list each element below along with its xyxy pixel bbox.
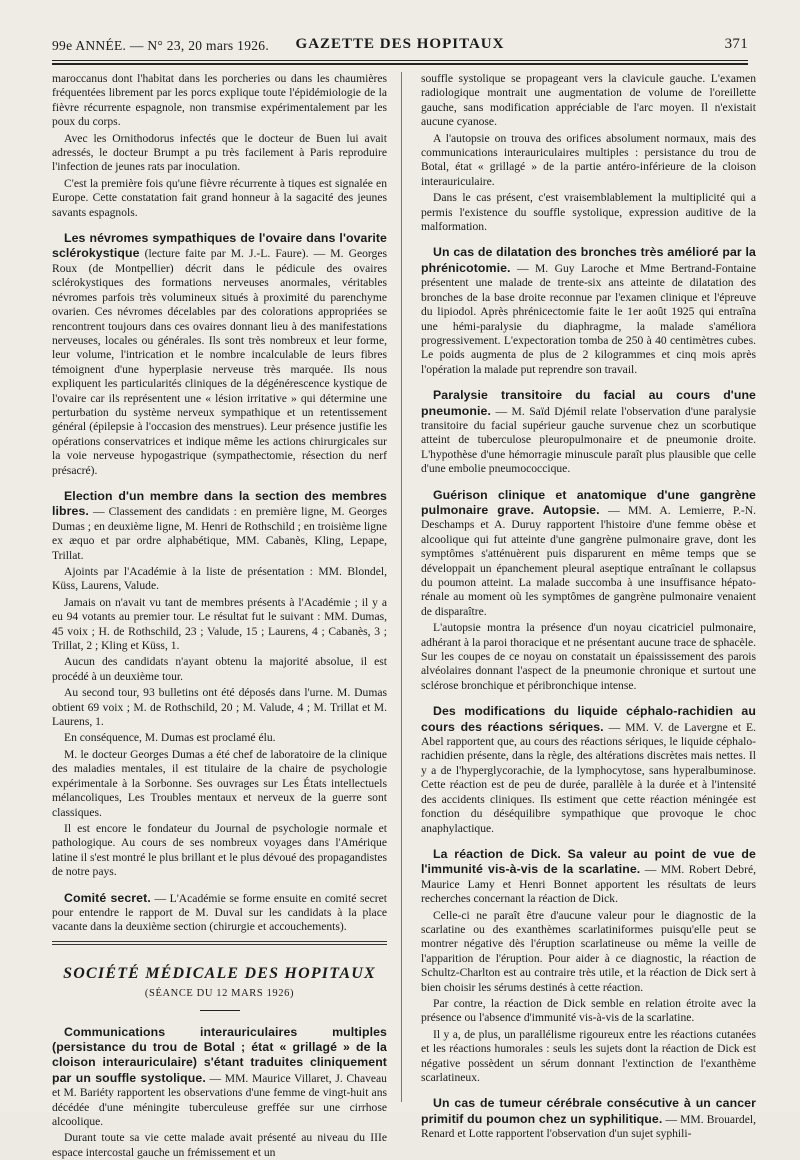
paragraph: L'autopsie montra la présence d'un noyau cicatriciel pulmonaire, adhérant à la paroi thoracique et ne présentant aucune trace de sphacèle. Sur les coupes de ce noyau on constatait un épaississement des parois alvéolaires donnant l'aspect de la pneumonie chronique et surtout une sclérose bronchique et péribronchique intense. — [421, 621, 756, 692]
section-body: — L'Académie se forme ensuite en comité secret pour entendre le rapport de M. Duval sur les candidats à la place vacante dans la deuxième section (chirurgie et accouchements). — [52, 891, 387, 934]
paragraph: souffle systolique se propageant vers la clavicule gauche. L'examen radiologique montrait une augmentation de volume de l'oreillette gauche, sans modification appréciable de l'arc moyen. Il n'existait aucune cyanose. — [421, 72, 756, 129]
paragraph: Celle-ci ne paraît être d'aucune valeur pour le diagnostic de la scarlatine ou des exanthèmes scarlatiniformes puisqu'elle peut se montrer négative dès l'éruption scarlatineuse ou même la veille de l'apparition de l'éruption. Pour aider à ce diagnostic, la réaction de Schultz-Charlton est au contraire très utile, et la réaction de Dick sert à bien choisir les sérums destinés à cette réaction. — [421, 908, 756, 994]
paragraph: Aucun des candidats n'ayant obtenu la majorité absolue, il est procédé à un deuxième tour. — [52, 655, 387, 683]
section-facial-paralysis — [421, 388, 756, 476]
paragraph: M. le docteur Georges Dumas a été chef de laboratoire de la clinique des maladies mentales, il est titulaire de la chaire de psychologie expérimentale à la Sorbonne. Ses ouvrages sur Les États intellectuels mélancoliques, Les Troubles mentaux et nerveux de la guerre sont classiques. — [52, 747, 387, 819]
section-secret-committee — [52, 891, 387, 935]
section-dick-reaction — [421, 847, 756, 907]
paragraph: Dans le cas présent, c'est vraisemblablement la multiplicité qui a permis l'existence du souffle systolique, expression auditive de la malformation. — [421, 191, 756, 234]
section-ovary-nevromas — [52, 231, 387, 478]
text-columns — [52, 72, 757, 1159]
section-heading: Guérison clinique et anatomique d'une gangrène pulmonaire grave. Autopsie. — [421, 487, 756, 517]
section-heading: Les névromes sympathiques de l'ovaire dans l'ovarite sclérokystique — [52, 231, 387, 261]
section-interauricular — [52, 1025, 387, 1130]
section-body: — M. Saïd Djémil relate l'observation d'une paralysie transitoire du facial supérieur gauche survenue chez un scorbutique atteint de tuberculose pleuropulmonaire et de pneumonie droite. L'hypothèse d'une hémorragie minuscule paraît plus plausible que celle d'une embolie pneumococcique. — [421, 404, 756, 476]
header-rule-thin — [52, 60, 748, 61]
paragraph: maroccanus dont l'habitat dans les porcheries ou dans les chaumières fréquentées librement par les porcs explique toute l'épidémiologie de la fièvre récurrente espagnole, non transmise expérimentalement par les poux du corps. — [52, 72, 387, 129]
paragraph: Par contre, la réaction de Dick semble en relation étroite avec la présence ou l'absence d'immunité vis-à-vis de la scarlatine. — [421, 996, 756, 1025]
short-rule — [200, 1010, 240, 1011]
section-gangrene — [421, 488, 756, 620]
paragraph: Jamais on n'avait vu tant de membres présents à l'Académie ; il y a eu 94 votants au premier tour. Le résultat fut le suivant : MM. Dumas, 45 voix ; H. de Rothschild, 23 ; Valude, 15 ; Laurens, 4 ; Cabanès, 3 ; Trillat, 2 ; Kling et Küss, 1. — [52, 595, 387, 653]
issue-line: 99e ANNÉE. — N° 23, 20 mars 1926. — [52, 38, 270, 53]
paragraph: Il est encore le fondateur du Journal de psychologie normale et pathologique. Au cours de ses nombreux voyages dans l'Amérique latine il s'est montré le plus brillant et le plus dévoué des propagandistes de notre pays. — [52, 821, 388, 879]
paragraph: C'est la première fois qu'une fièvre récurrente à tiques est signalée en Europe. Cette constatation fait grand honneur à la sagacité des jeunes savants espagnols. — [52, 176, 387, 219]
running-header — [52, 34, 748, 56]
section-heading: Communications interauriculaires multiples (persistance du trou de Botal ; état « grillagé » de la cloison interauriculaire) s'étant traduites cliniquement par un souffle systolique. — [52, 1024, 387, 1085]
session-date: (SÉANCE DU 12 MARS 1926) — [144, 988, 295, 1000]
section-election — [52, 489, 387, 563]
section-double-rule — [52, 941, 387, 945]
section-body: — MM. Maurice Villaret, J. Chaveau et M. Bariéty rapportent les observations d'une femme de vingt-huit ans décédée d'une méningite tuberculeuse greffée sur une cirrhose alcoolique. — [52, 1071, 387, 1128]
section-body: — MM. Robert Debré, Maurice Lamy et Henri Bonnet apportent les résultats de leurs recherches concernant la réaction de Dick. — [421, 863, 756, 906]
section-heading: Un cas de dilatation des bronches très amélioré par la phrénicotomie. — [421, 245, 756, 275]
section-heading: Comité secret. — [64, 890, 151, 905]
paragraph: A l'autopsie on trouva des orifices absolument normaux, mais des communications interauriculaires multiples : persistance du trou de Botal, état « grillagé » de la partie antéro-inférieure de la cloison interauriculaire. — [421, 131, 756, 188]
section-brain-tumor — [421, 1096, 756, 1141]
section-body: — MM. V. de Lavergne et E. Abel rapportent que, au cours des réactions sériques, le liquide céphalo-rachidien présente, dans la règle, des altérations discrètes mais nettes. Il y a de l'hyperglycorachie, de la lymphocytose, sans hyperalbuminose. Cette réaction est de peu de durée, parallèle à la durée et à l'intensité des accidents cliniques. Ils estiment que cette réaction méningée est fonction du déséquilibre sympathique que provoque le choc anaphylactique. — [421, 720, 756, 835]
section-heading: Election d'un membre dans la section des membres libres. — [52, 488, 387, 519]
section-heading: La réaction de Dick. Sa valeur au point de vue de l'immunité vis-à-vis de la scarlatine. — [421, 846, 756, 877]
left-column — [52, 72, 388, 1159]
section-bronchi-dilatation — [421, 245, 756, 377]
page-number: 371 — [724, 36, 748, 52]
journal-title: GAZETTE DES HOPITAUX — [295, 36, 505, 52]
section-body: — Classement des candidats : en première ligne, M. Georges Dumas ; en deuxième ligne, M. Henri de Rothschild ; en troisième ligne ex æquo et par ordre alphabétique, MM. Cabanès, Kling, Lepape, Trillat. — [52, 505, 387, 562]
section-heading: Un cas de tumeur cérébrale consécutive à un cancer primitif du poumon chez un syphilitique. — [421, 1096, 756, 1126]
section-body: (lecture faite par M. J.-L. Faure). — M. Georges Roux (de Montpellier) décrit dans le pédicule des ovaires sclérokystiques des formations nerveuses anormales, véritables névromes parfois très volumineux situés à proximité du parenchyme ovarien. Ces névromes décelables par des colorations appropriées se rencontrent toujours dans ces ovaires donnant lieu à des manifestations nerveuses, locales ou générales. Ils sont très nombreux et leur forme, leur volume, l'intrication et le nombre incalculable de leurs fibres témoignent d'une hyperplasie nerveuse très marquée. Ils nous expliquent les particularités cliniques de la dégénérescence kystique de l'ovaire car ils représentent une « lésion irritative » qui détermine une perturbation du système nerveux sympathique et un retentissement général (épilepsie à l'occasion des menstrues). Leur présence justifie les opérations conservatrices et indique même les actions chirurgicales sur la voie nerveuse hypogastrique (sympathectomie, résection du nerf présacré). — [52, 247, 387, 477]
paragraph: En conséquence, M. Dumas est proclamé élu. — [64, 731, 276, 745]
section-csf — [421, 704, 756, 836]
section-body: — MM. A. Lemierre, P.-N. Deschamps et A. Duruy rapportent l'histoire d'une femme obèse et alcoolique qui fut atteinte d'une gangrène pulmonaire grave, dont les symptômes s'atténuèrent puis disparurent en même temps que se développait un épanchement pleural aseptique entraînant le collapsus du poumon atteint. La malade succomba à une insuffisance hépato-rénale au moment où les symptômes de gangrène pulmonaire venaient de disparaître. — [421, 503, 757, 618]
section-body: — MM. Brouardel, Renard et Lotte rapportent l'observation d'un sujet syphili- — [421, 1112, 756, 1141]
paragraph: Au second tour, 93 bulletins ont été déposés dans l'urne. M. Dumas obtient 69 voix ; M. de Rothschild, 20 ; M. Valude, 4 ; M. Trillat et M. Laurens, 1. — [52, 686, 387, 729]
paragraph: Il y a, de plus, un parallélisme rigoureux entre les réactions cutanées et les réactions humorales : seuls les sujets dont la réaction de Dick est négative possèdent un sérum donnant l'extinction de l'exanthème scarlatineux. — [421, 1027, 756, 1084]
section-body: — M. Guy Laroche et Mme Bertrand-Fontaine présentent une malade de trente-six ans atteinte de dilatation des bronches de la base droite reconnue par l'examen clinique et l'épreuve du lipiodol. Après phrénicectomie faite le 1er août 1925 qui entraîna une hémi-paralysie du diaphragme, la malade s'améliora progressivement. L'expectoration tomba de 250 à 40 centimètres cubes. Le poids augmenta de plus de 2 kilogrammes et cinq mois après l'opération la malade put reprendre son travail. — [421, 261, 757, 376]
section-heading: Des modifications du liquide céphalo-rachidien au cours des réactions sériques. — [421, 704, 756, 734]
right-column — [421, 72, 757, 1141]
society-title: SOCIÉTÉ MÉDICALE DES HOPITAUX — [63, 964, 376, 982]
section-heading: Paralysie transitoire du facial au cours d'une pneumonie. — [421, 388, 756, 418]
paragraph: Durant toute sa vie cette malade avait présenté au niveau du IIIe espace intercostal gauche un frémissement et un — [52, 1131, 387, 1159]
paragraph: Ajoints par l'Académie à la liste de présentation : MM. Blondel, Küss, Laurens, Valude. — [52, 565, 387, 593]
paragraph: Avec les Ornithodorus infectés que le docteur de Buen lui avait adressés, le docteur Brumpt a pu très facilement à Paris reproduire l'infection de jeunes rats par inoculation. — [52, 131, 387, 174]
header-rule-thick — [52, 63, 748, 65]
